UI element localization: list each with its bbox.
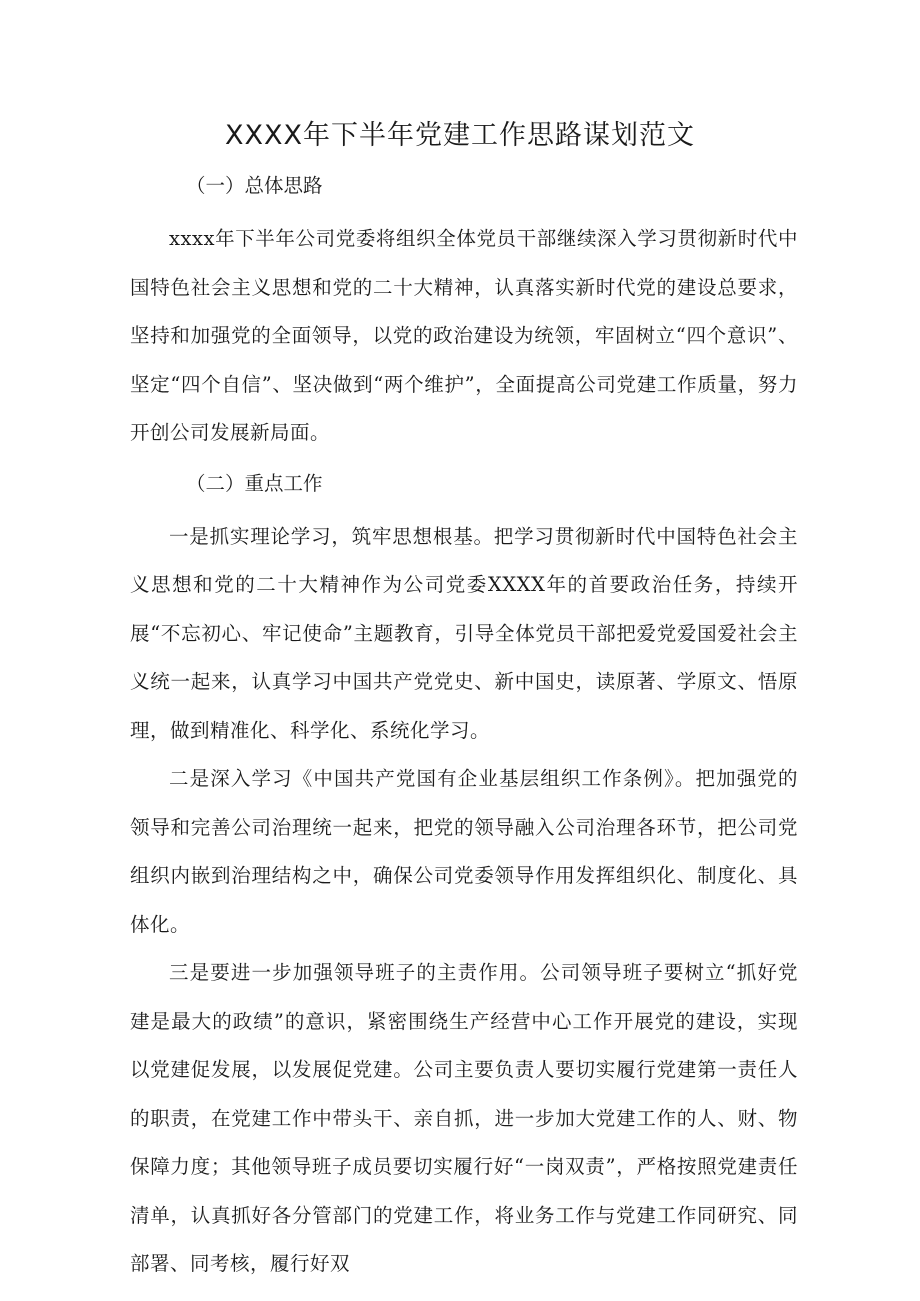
- paragraph-overall-approach: xxxx年下半年公司党委将组织全体党员干部继续深入学习贯彻新时代中国特色社会主义思想和党的二十大精神，认真落实新时代党的建设总要求，坚持和加强党的全面领导，以党的政治建设为统领，牢固树立“四个意识”、坚定“四个自信”、坚决做到“两个维护”，全面提高公司党建工作质量，努力开创公司发展新局面。: [130, 227, 798, 444]
- document-body: [130, 166, 798, 1289]
- paragraph-key-work-2: 二是深入学习《中国共产党国有企业基层组织工作条例》。把加强党的领导和完善公司治理统一起来，把党的领导融入公司治理各环节，把公司党组织内嵌到治理结构之中，确保公司党委领导作用发挥组织化、制度化、具体化。: [130, 767, 798, 936]
- paragraph-key-work-3: 三是要进一步加强领导班子的主责作用。公司领导班子要树立“抓好党建是最大的政绩”的意识，紧密围绕生产经营中心工作开展党的建设，实现以党建促发展，以发展促党建。公司主要负责人要切实履行党建第一责任人的职责，在党建工作中带头干、亲自抓，进一步加大党建工作的人、财、物保障力度；其他领导班子成员要切实履行好“一岗双责”，严格按照党建责任清单，认真抓好各分管部门的党建工作，将业务工作与党建工作同研究、同部署、同考核，履行好双: [130, 961, 798, 1275]
- section-heading-overall-approach: （一）总体思路: [186, 174, 323, 197]
- document-title: XXXX年下半年党建工作思路谋划范文: [225, 120, 695, 151]
- paragraph-key-work-1: 一是抓实理论学习，筑牢思想根基。把学习贯彻新时代中国特色社会主义思想和党的二十大精神作为公司党委XXXX年的首要政治任务，持续开展“不忘初心、牢记使命”主题教育，引导全体党员干部把爱党爱国爱社会主义统一起来，认真学习中国共产党党史、新中国史，读原著、学原文、悟原理，做到精准化、科学化、系统化学习。: [130, 524, 798, 742]
- section-heading-key-work: （二）重点工作: [186, 471, 323, 495]
